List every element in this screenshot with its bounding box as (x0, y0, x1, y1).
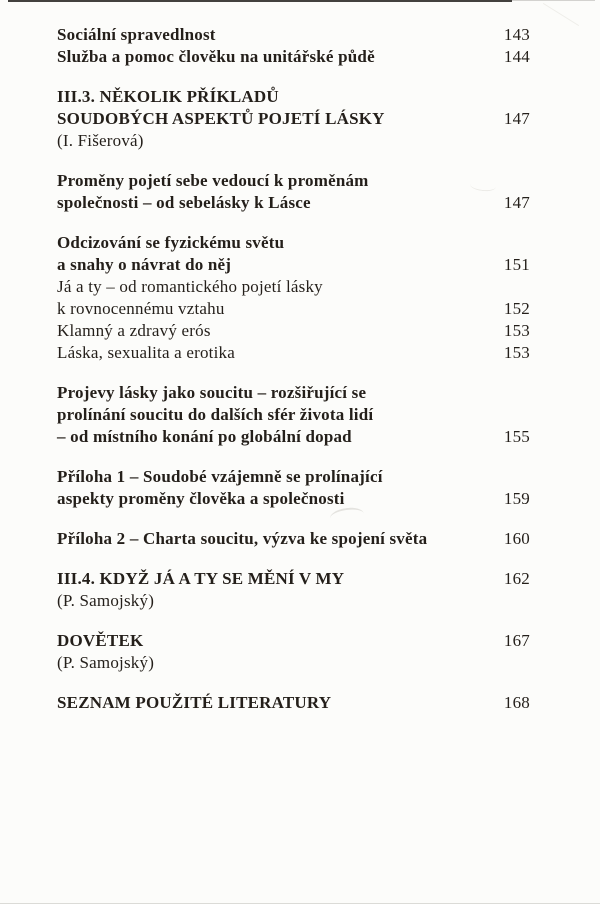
toc-entry-text: Láska, sexualita a erotika (57, 343, 235, 362)
toc-page-number: 162 (503, 569, 530, 588)
toc-entry-text: Příloha 1 – Soudobé vzájemně se prolínající (57, 467, 383, 486)
toc-entry-text: Odcizování se fyzickému světu (57, 233, 285, 252)
toc-row (57, 342, 530, 364)
toc-entry-text: Projevy lásky jako soucitu – rozšiřující se (57, 383, 367, 402)
toc-row (57, 232, 530, 254)
toc-row (57, 24, 530, 46)
toc-row (57, 404, 530, 426)
toc-row (57, 130, 530, 152)
toc-entry-text: společnosti – od sebelásky k Lásce (57, 193, 311, 212)
toc-entry-text: prolínání soucitu do dalších sfér života lidí (57, 405, 374, 424)
toc-page-number: 159 (503, 489, 530, 508)
toc-row (57, 382, 530, 404)
toc-entry-text: a snahy o návrat do něj (57, 255, 232, 274)
toc-row (57, 630, 530, 652)
toc-entry-text: Proměny pojetí sebe vedoucí k proměnám (57, 171, 369, 190)
toc-row (57, 108, 530, 130)
toc-entry-text: (P. Samojský) (57, 591, 155, 610)
toc-page-number: 152 (503, 299, 530, 318)
toc-row (57, 46, 530, 68)
toc-entry-text: SOUDOBÝCH ASPEKTŮ POJETÍ LÁSKY (57, 109, 385, 128)
toc-entry-text: III.3. NĚKOLIK PŘÍKLADŮ (57, 87, 279, 106)
toc-page-number: 151 (503, 255, 530, 274)
toc-row (57, 170, 530, 192)
toc-row (57, 320, 530, 342)
toc-entry-text: Klamný a zdravý erós (57, 321, 211, 340)
toc-page-number: 144 (503, 47, 530, 66)
toc-entry-text: DOVĚTEK (57, 631, 144, 650)
toc-entry-text: SEZNAM POUŽITÉ LITERATURY (57, 693, 332, 712)
toc-row (57, 568, 530, 590)
toc-page-number: 160 (503, 529, 530, 548)
toc-page-number: 153 (503, 343, 530, 362)
toc-page-number: 168 (503, 693, 530, 712)
toc-row (57, 86, 530, 108)
toc-row (57, 488, 530, 510)
toc-page-number: 147 (503, 193, 530, 212)
toc-page-number: 143 (503, 25, 530, 44)
toc-entry-text: (I. Fišerová) (57, 131, 144, 150)
toc-entry-text: aspekty proměny člověka a společnosti (57, 489, 345, 508)
toc-page-number: 155 (503, 427, 530, 446)
toc-page-number: 153 (503, 321, 530, 340)
toc-entry-text: Sociální spravedlnost (57, 25, 216, 44)
toc-entry-text: – od místního konání po globální dopad (57, 427, 352, 446)
toc-row (57, 298, 530, 320)
toc-entry-text: Příloha 2 – Charta soucitu, výzva ke spojení světa (57, 529, 428, 548)
toc-row (57, 528, 530, 550)
toc-entry-text: Já a ty – od romantického pojetí lásky (57, 277, 323, 296)
toc-row (57, 254, 530, 276)
toc-row (57, 466, 530, 488)
toc-entry-text: (P. Samojský) (57, 653, 155, 672)
toc-row (57, 192, 530, 214)
toc-row (57, 590, 530, 612)
toc-page-number: 147 (503, 109, 530, 128)
toc-page-number: 167 (503, 631, 530, 650)
toc-entry-text: III.4. KDYŽ JÁ A TY SE MĚNÍ V MY (57, 569, 345, 588)
toc-entry-text: Služba a pomoc člověku na unitářské půdě (57, 47, 375, 66)
toc-row (57, 426, 530, 448)
toc-entry-text: k rovnocennému vztahu (57, 299, 225, 318)
toc-row (57, 652, 530, 674)
toc-row (57, 692, 530, 714)
toc-row (57, 276, 530, 298)
